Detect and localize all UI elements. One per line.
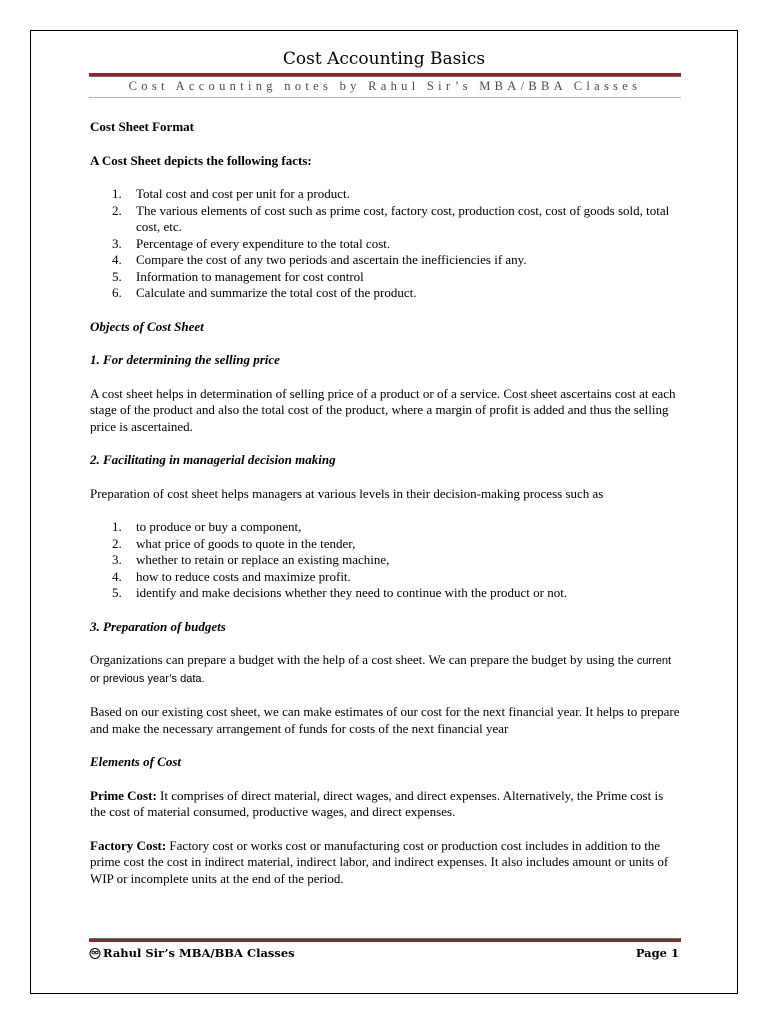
heading-cost-sheet-facts: A Cost Sheet depicts the following facts: xyxy=(90,152,312,168)
list-item: 4. how to reduce costs and maximize profit. xyxy=(112,568,351,584)
page-header-title: Cost Accounting Basics xyxy=(282,49,486,69)
heading-budgets: 3. Preparation of budgets xyxy=(90,618,226,634)
header-subrule xyxy=(89,97,681,98)
paragraph-selling-price: A cost sheet helps in determination of selling price of a product or of a service. Cost sheet ascertains cost at each stage of the product and also the total cost of the product, where a margin of profit is added and thus the selling price is ascertained. xyxy=(90,385,676,434)
paragraph-decision-making: Preparation of cost sheet helps managers at various levels in their decision-making process such as xyxy=(90,485,604,501)
list-item: 1. Total cost and cost per unit for a product. xyxy=(112,186,350,201)
list-item: 1. to produce or buy a component, xyxy=(112,519,302,534)
footer-left xyxy=(89,946,295,960)
decisions-list xyxy=(90,519,680,602)
paragraph-budgets: Organizations can prepare a budget with the help of a cost sheet. We can prepare the budget by using the current or previous year’s data. xyxy=(90,652,672,685)
footer-brand: Rahul Sir’s MBA/BBA Classes xyxy=(103,946,295,960)
header-rule xyxy=(89,73,681,77)
list-item: 3. Percentage of every expenditure to the total cost. xyxy=(112,235,391,251)
document-body xyxy=(90,119,680,887)
heading-objects: Objects of Cost Sheet xyxy=(90,318,204,334)
list-item: 4. Compare the cost of any two periods and ascertain the inefficiencies if any. xyxy=(112,252,527,267)
list-item: 3. whether to retain or replace an existing machine, xyxy=(112,552,390,567)
paragraph-prime-cost: Prime Cost: It comprises of direct material, direct wages, and direct expenses. Alternatively, the Prime cost is the cost of material consumed, productive wages, and direct expenses. xyxy=(90,787,664,819)
list-item: 5. identify and make decisions whether they need to continue with the product or not. xyxy=(112,585,568,600)
list-item: 2. what price of goods to quote in the tender, xyxy=(112,535,356,551)
list-item: 6. Calculate and summarize the total cost of the product. xyxy=(112,285,417,300)
page-number: Page 1 xyxy=(635,946,679,960)
list-item: 2. The various elements of cost such as prime cost, factory cost, production cost, cost of goods sold, total cost, etc. xyxy=(112,202,670,234)
document-page xyxy=(30,30,738,994)
footer-rule xyxy=(89,938,681,942)
list-item: 5. Information to management for cost control xyxy=(112,268,364,284)
page-header-subtitle: Cost Accounting notes by Rahul Sir’s MBA/BBA Classes xyxy=(128,79,642,93)
heading-selling-price: 1. For determining the selling price xyxy=(90,352,280,367)
owl-logo-icon xyxy=(89,947,101,959)
heading-decision-making: 2. Facilitating in managerial decision making xyxy=(90,452,336,467)
heading-cost-sheet-format: Cost Sheet Format xyxy=(90,119,194,134)
paragraph-budgets-estimates: Based on our existing cost sheet, we can make estimates of our cost for the next financial year. It helps to prepare and make the necessary arrangement of funds for costs of the next financial year xyxy=(90,704,680,736)
facts-list xyxy=(90,186,680,302)
paragraph-factory-cost: Factory Cost: Factory cost or works cost or manufacturing cost or production cost includes in addition to the prime cost the cost in indirect material, indirect labor, and indirect expenses. It also includes amount or units of WIP or incomplete units at the end of the period. xyxy=(90,837,669,886)
heading-elements-of-cost: Elements of Cost xyxy=(90,754,182,769)
